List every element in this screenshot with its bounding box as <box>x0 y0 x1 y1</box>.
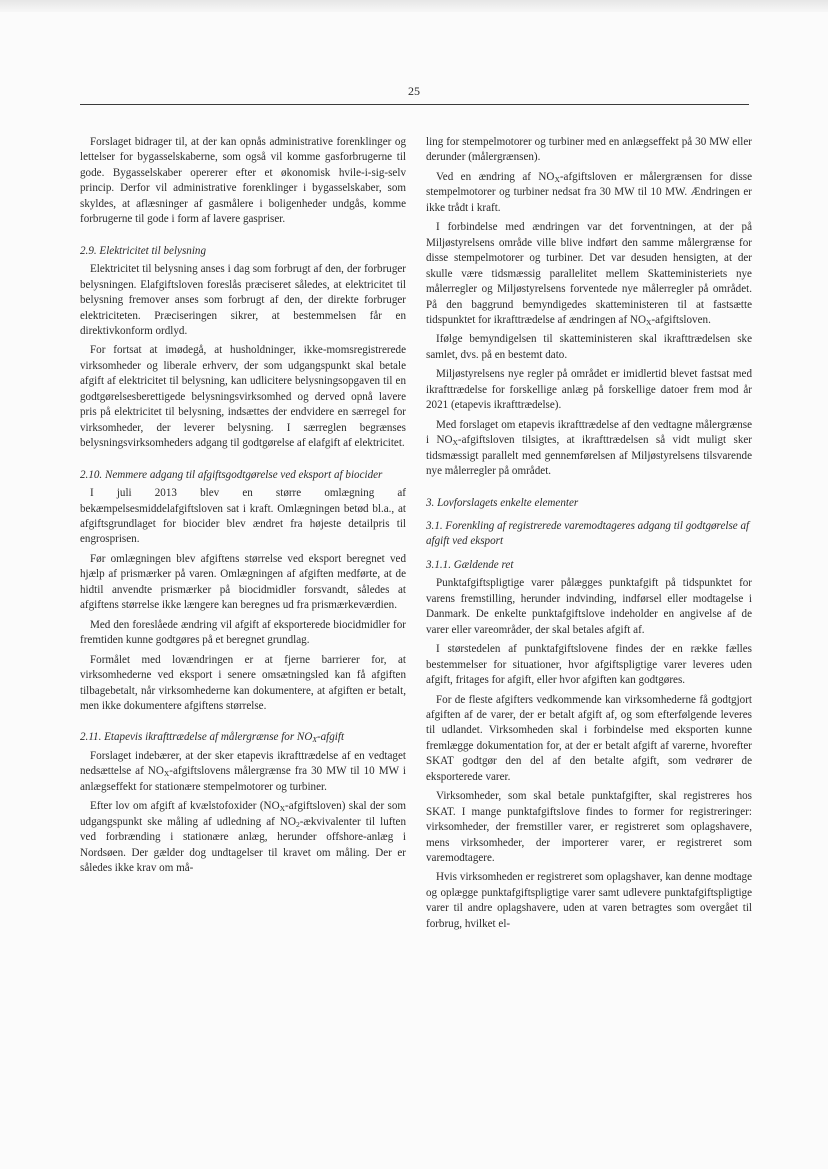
left-column <box>80 135 406 880</box>
paragraph: Ifølge bemyndigelsen til skatteministeren skal ikrafttrædelsen ske samlet, dvs. på en bestemt dato. <box>426 333 752 361</box>
paragraph: Før omlægningen blev afgiftens størrelse ved eksport beregnet ved hjælp af prismærker på varen. Omlægningen af afgiften medførte, at de hidtil anvendte prismærker på biocidmidler forsvandt, således at afgiftens størrelse ikke længere kan beregnes ud fra prismærkeværdien. <box>80 552 406 612</box>
paragraph: Punktafgiftspligtige varer pålægges punktafgift på tidspunktet for varens fremstilling, herunder indvinding, indførsel eller modtagelse i Danmark. De enkelte punktafgiftslove indeholder en angivelse af de varer eller vareområder, der skal betales afgift af. <box>426 577 752 636</box>
paragraph: Efter lov om afgift af kvælstofoxider $(NO_X-afgiftsloven)$ skal der som udgangspunkt ske måling af udledning af $NO_2$-ækvivalenter til luften ved forbrænding i stationære anlæg, herunder offshore-anlæg i Nordsøen. Der gælder dog undtagelser til kravet om måling. Der er således ikke krav om må- <box>80 800 406 875</box>
paragraph: Miljøstyrelsens nye regler på området er imidlertid blevet fastsat med ikrafttrædelse for forskellige anlæg på forskellige datoer frem mod år 2021 (etapevis ikrafttrædelse). <box>426 368 752 412</box>
section-heading: 2.9. Elektricitet til belysning <box>80 244 207 257</box>
paragraph: I juli 2013 blev en større omlægning af bekæmpelsesmiddelafgiftsloven sat i kraft. Omlægningen betød bl.a., at afgiftsgrundlaget for biocider blev ændret fra højeste detailpris til engrosprisen. <box>80 487 406 546</box>
paragraph: I størstedelen af punktafgiftslovene findes der en række fælles bestemmelser for situationer, hvor afgiftspligtige varer leveres uden afgift, fritages for afgift, eller hvor afgiften kan godtgøres. <box>426 643 752 687</box>
section-heading: 3. Lovforslagets enkelte elementer <box>426 496 579 509</box>
right-column <box>426 135 752 936</box>
paragraph: For fortsat at imødegå, at husholdninger, ikke-momsregistrerede virksomheder og liberale erhverv, der som udgangspunkt skal betale afgift af elektricitet til belysning, kan udlicitere belysningsopgaven til en godtgørelsesberettigede belysningsvirksomhed og derved opnå lavere pris på elektricitet til belysning, indsættes der endvidere en særregel for virksomheder, der leverer belysning. I særreglen begrænses belysningsvirksomheders adgang til godtgørelse af elafgift af elektricitet. <box>80 344 406 450</box>
section-heading: 2.11. Etapevis ikrafttrædelse af målergrænse for $NO_X$-afgift <box>80 731 345 745</box>
paragraph: Formålet med lovændringen er at fjerne barrierer for, at virksomhederne ved eksport i senere omsætningsled kan få afgiften tilbagebetalt, når virksomhederne kan dokumentere, at afgiften er betalt, men ikke dokumentere afgiftens størrelse. <box>80 653 406 712</box>
section-heading: 3.1.1. Gældende ret <box>426 558 514 571</box>
paragraph: Hvis virksomheden er registreret som oplagshaver, kan denne modtage og oplægge punktafgiftspligtige varer samt udlevere punktafgiftspligtige varer til andre oplagshavere, uden at varen betragtes som overgået til forbrug, hvilket el- <box>426 871 752 930</box>
paragraph: Forslaget indebærer, at der sker etapevis ikrafttrædelse af en vedtaget nedsættelse af $NO_X$-afgiftslovens målergrænse fra 30 MW til 10 MW i anlægseffekt for stationære stempelmotorer og turbiner. <box>80 749 406 793</box>
paragraph: ling for stempelmotorer og turbiner med en anlægseffekt på 30 MW eller derunder (målergrænsen). <box>426 136 752 164</box>
page-number: 25 <box>408 84 420 98</box>
paragraph: Forslaget bidrager til, at der kan opnås administrative forenklinger og lettelser for bygasselskaberne, som også vil komme gasforbrugerne til gode. Bygasselskaber opererer efter et økonomisk hvile-i-sig-selv princip. Derfor vil administrative forenklinger i bygasselskaber, som skyldes, at aflæsninger af gasmålere i boligenheder undgås, komme forbrugerne til gode i form af lavere gaspriser. <box>80 136 406 226</box>
section-heading: 2.10. Nemmere adgang til afgiftsgodtgørelse ved eksport af biocider <box>80 468 383 481</box>
scan-top-edge <box>0 0 828 12</box>
header-rule <box>80 104 749 105</box>
paragraph: Elektricitet til belysning anses i dag som forbrugt af den, der forbruger belysningen. Elafgiftsloven foreslås præciseret således, at elektricitet til belysning fremover anses som forbrugt af den, der direkte forbruger elektriciteten. Præciseringen sikrer, at bestemmelsen får en direktivkonform ordlyd. <box>80 263 406 337</box>
paragraph: Med den foreslåede ændring vil afgift af eksporterede biocidmidler for fremtiden kunne godtgøres på et beregnet grundlag. <box>80 618 406 647</box>
paragraph: For de fleste afgifters vedkommende kan virksomhederne få godtgjort afgiften af de varer, der er betalt afgift af, og som efterfølgende leveres til udlandet. Virksomheden skal i forbindelse med eksporten kunne fremlægge dokumentation for, at der er betalt afgift af varerne, hvorefter SKAT godtgør den del af den betalte afgift, som vedrører de eksporterede varer. <box>426 693 752 783</box>
paragraph: Virksomheder, som skal betale punktafgifter, skal registreres hos SKAT. I mange punktafgiftslove findes to former for registreringer: virksomheder, der fremstiller varer, er registreret som oplagshavere, mens virksomheder, der importerer varer, er registreret som varemodtagere. <box>426 790 752 865</box>
section-heading: 3.1. Forenkling af registrerede varemodtageres adgang til godtgørelse af afgift ved eksport <box>426 519 750 548</box>
paragraph: I forbindelse med ændringen var det forventningen, at der på Miljøstyrelsens område ville blive indført den samme målergrænse for disse stempelmotorer og turbiner. Det var desuden hensigten, at der skulle være tidsmæssig parallelitet mellem Skatteministeriets nye målerregler og Miljøstyrelsens forventede nye målerregler på området. På den baggrund bemyndigedes skatteministeren til at fastsætte tidspunktet for ikrafttrædelse af ændringen af $NO_X$-afgiftsloven. <box>426 221 752 327</box>
paragraph: Med forslaget om etapevis ikrafttrædelse af den vedtagne målergrænse i $NO_X$-afgiftsloven tilsigtes, at ikrafttrædelsen så vidt muligt sker tidsmæssigt parallelt med gennemførelsen af Miljøstyrelsens tilsvarende nye målerregler på området. <box>426 418 752 478</box>
paragraph: Ved en ændring af $NO_X$-afgiftsloven er målergrænsen for disse stempelmotorer og turbiner nedsat fra 30 MW til 10 MW. Ændringen er ikke trådt i kraft. <box>426 170 753 214</box>
